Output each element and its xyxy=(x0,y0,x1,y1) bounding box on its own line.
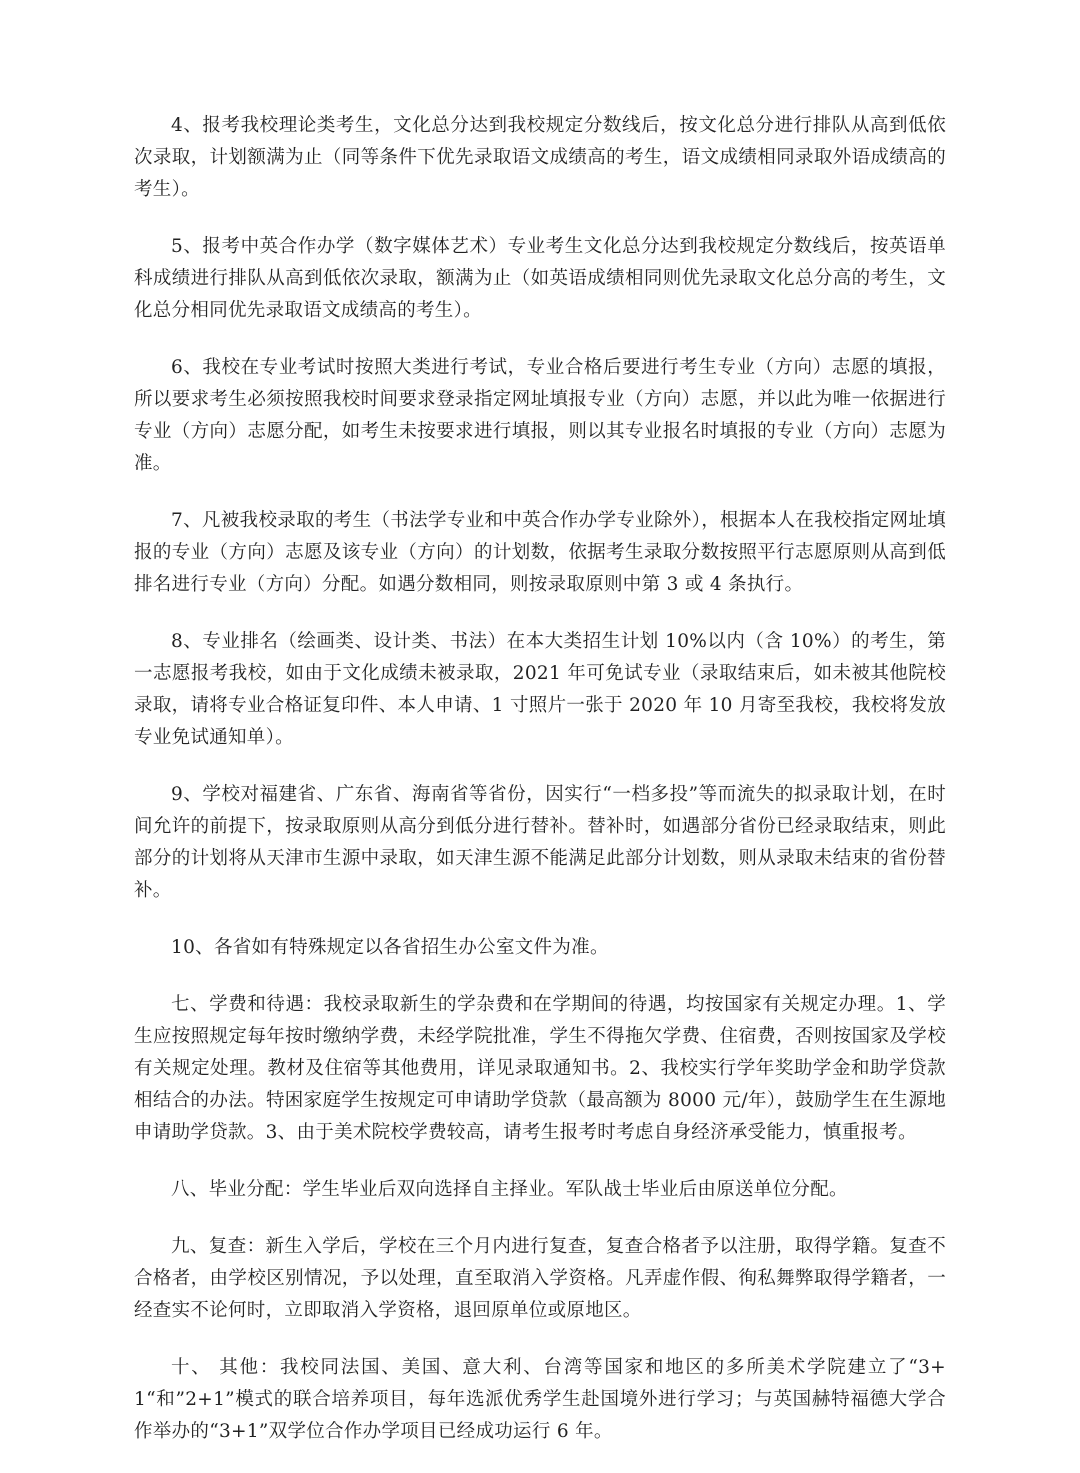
paragraph-rule-8: 8、专业排名（绘画类、设计类、书法）在本大类招生计划 10%以内（含 10%）的考生，第一志愿报考我校，如由于文化成绩未被录取，2021 年可免试专业（录取结束后，如未被其他院校录取，请将专业合格证复印件、本人申请、1 寸照片一张于 2020 年 10 月寄至我校，我校将发放专业免试通知单）。 xyxy=(134,631,946,748)
paragraph-section-tuition: 七、学费和待遇：我校录取新生的学杂费和在学期间的待遇，均按国家有关规定办理。1、学生应按照规定每年按时缴纳学费，未经学院批准，学生不得拖欠学费、住宿费，否则按国家及学校有关规定处理。教材及住宿等其他费用，详见录取通知书。2、我校实行学年奖助学金和助学贷款相结合的办法。特困家庭学生按规定可申请助学贷款（最高额为 8000 元/年），鼓励学生在生源地申请助学贷款。3、由于美术院校学费较高，请考生报考时考虑自身经济承受能力，慎重报考。 xyxy=(134,994,946,1143)
paragraph-section-other: 十、 其他：我校同法国、美国、意大利、台湾等国家和地区的多所美术学院建立了“3+1“和”2+1”模式的联合培养项目，每年选派优秀学生赴国境外进行学习；与英国赫特福德大学合作举办的“3+1”双学位合作办学项目已经成功运行 6 年。 xyxy=(134,1357,946,1442)
paragraph-rule-5: 5、报考中英合作办学（数字媒体艺术）专业考生文化总分达到我校规定分数线后，按英语单科成绩进行排队从高到低依次录取，额满为止（如英语成绩相同则优先录取文化总分高的考生，文化总分相同优先录取语文成绩高的考生）。 xyxy=(134,236,946,321)
paragraph-rule-10: 10、各省如有特殊规定以各省招生办公室文件为准。 xyxy=(171,937,609,958)
paragraph-section-review: 九、复查：新生入学后，学校在三个月内进行复查，复查合格者予以注册，取得学籍。复查不合格者，由学校区别情况，予以处理，直至取消入学资格。凡弄虚作假、徇私舞弊取得学籍者，一经查实不论何时，立即取消入学资格，退回原单位或原地区。 xyxy=(134,1236,946,1321)
document-body xyxy=(134,110,946,1473)
paragraph-rule-7: 7、凡被我校录取的考生（书法学专业和中英合作办学专业除外），根据本人在我校指定网址填报的专业（方向）志愿及该专业（方向）的计划数，依据考生录取分数按照平行志愿原则从高到低排名进行专业（方向）分配。如遇分数相同，则按录取原则中第 3 或 4 条执行。 xyxy=(134,510,946,595)
paragraph-section-graduation: 八、毕业分配：学生毕业后双向选择自主择业。军队战士毕业后由原送单位分配。 xyxy=(171,1179,848,1200)
paragraph-rule-9: 9、学校对福建省、广东省、海南省等省份，因实行“一档多投”等而流失的拟录取计划，在时间允许的前提下，按录取原则从高分到低分进行替补。替补时，如遇部分省份已经录取结束，则此部分的计划将从天津市生源中录取，如天津生源不能满足此部分计划数，则从录取未结束的省份替补。 xyxy=(134,784,946,901)
paragraph-rule-4: 4、报考我校理论类考生，文化总分达到我校规定分数线后，按文化总分进行排队从高到低依次录取，计划额满为止（同等条件下优先录取语文成绩高的考生，语文成绩相同录取外语成绩高的考生）。 xyxy=(134,115,946,200)
paragraph-rule-6: 6、我校在专业考试时按照大类进行考试，专业合格后要进行考生专业（方向）志愿的填报，所以要求考生必须按照我校时间要求登录指定网址填报专业（方向）志愿，并以此为唯一依据进行专业（方向）志愿分配，如考生未按要求进行填报，则以其专业报名时填报的专业（方向）志愿为准。 xyxy=(134,357,946,474)
